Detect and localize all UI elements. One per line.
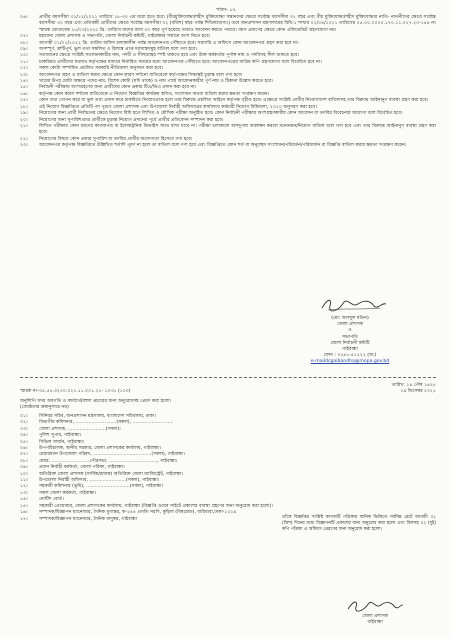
clause-item-text: আবেদনপত্র গ্রহণ ও বাতিল করার ক্ষেত্রে কোন কারণ দর্শানো ব্যতিরেকে কর্তৃপক্ষের সিদ্ধান্তই চূড়ান্ত বলে গণ্য হবে।: [39, 72, 243, 78]
memo-line: [20, 383, 436, 396]
recipient-item-text: সহকারী কমিশনার (ভূমি), ..............................(সকল), গাইবান্ধা।: [39, 484, 164, 490]
copy-intro-text: অনুলিপি সদয় অবগতি ও কার্যার্থে/বহুল প্রচারের জন্য অনুরোধসহ প্রেরণ করা হলো।: [20, 399, 172, 404]
recipients-list: [20, 414, 436, 523]
recipient-item-text: সকল জেলা কর্মকর্তা, গাইবান্ধা।: [39, 490, 97, 496]
clause-item-text: প্রার্থীর বয়সসীমা ৩১/১২/২০২১ তারিখে ১৮-৩০ এর মধ্যে হতে হবে। (বীরমুক্তিযোদ্ধা/শহীদ মুক্তিযোদ্ধা সন্তানদের ক্ষেত্রে সর্বোচ্চ বয়সসীমা ৩২ বছর এবং বীর মুক্তিযোদ্ধা/শহীদ মুক্তিযোদ্ধার নাতি- নাতনীদের ক্ষেত্রে সর্বোচ্চ বয়সসীমা ৩০ বছর এবং প্রতিবন্ধী প্রার্থীদের ক্ষেত্রে সর্বোচ্চ বয়সসীমা ৩২ (বত্রিশ) বছর পর্যন্ত শিথিলযোগ্য।) তবে জনপ্রশাসন মন্ত্রণালয়ের বিধি-১ শাখার ০২/০৪/২০২১ তারিখের ০৫.০০.০০০০.১৭০.১১.০২৭.২০-১৪৪ নং স্মারক মোতাবেক ২৫/০৩/২০২০ খ্রি. তারিখে যাদের বয়স ৩০ বছর পূর্ণ হয়েছে তারাও আবেদন করতে পারবে। বয়স প্রমাণের ক্ষেত্রে কোন এফিডেভিট গ্রহণযোগ্য নয়।: [39, 15, 436, 33]
bottom-signature-icon: [345, 598, 405, 614]
copy-intro: [20, 399, 436, 412]
signature-icon: [318, 296, 388, 314]
recipient-item-number: ১৭।: [20, 516, 28, 522]
clause-item-text: আবেদনপত্র কর্তৃপক্ষ বিজ্ঞপ্তিতে উল্লিখিত শর্তাদি পূরণ না হলে তা বাতিল বলে গণ্য হবে এবং বিজ্ঞপ্তিতে কোন শর্ত বা অনুচ্ছেদ সংশোধন/পরিবর্তন/পরিমার্জন বা বিজ্ঞপ্তি বাতিল করার ক্ষমতা সংরক্ষণ করেন।: [39, 143, 407, 149]
signer-location: গাইবান্ধা: [342, 347, 358, 353]
recipient-item-number: ১৫।: [20, 503, 28, 509]
recipient-item-text: প্রধান নির্বাহী কর্মকর্তা, জেলা পরিষদ, গাইবান্ধা।: [39, 465, 125, 471]
recipient-item-number: ০৮।: [20, 458, 28, 464]
clause-item-text: সকল কোটা সম্পর্কিত প্রচলিত সরকারি নীতিমালা অনুসরণ করা হবে।: [39, 66, 164, 72]
signer-title-1: জেলা প্রশাসক: [337, 322, 363, 328]
recipient-item-number: ০৫।: [20, 439, 28, 445]
signer-email-link[interactable]: e-maildcgaibandha@mopa.gov.bd: [310, 359, 390, 365]
recipient-item-number: ১৬।: [20, 510, 28, 516]
clause-item-number: ১৫।: [20, 85, 28, 91]
memo-date: [392, 383, 436, 396]
recipient-item-text: সহকারী প্রোগ্রামার, জেলা প্রশাসকের কার্যালয়, গাইবান্ধা (বিজ্ঞপ্তি ওয়েব সাইটে প্রকাশের ব্যবস্থা গ্রহণের জন্য অনুরোধ করা হলো)।: [39, 503, 273, 509]
bottom-signer-title: জেলা প্রশাসক: [362, 614, 388, 619]
recipient-item-text: সিনিয়র সচিব, জনপ্রশাসন মন্ত্রণালয়, বাংলাদেশ সচিবালয়, ঢাকা।: [39, 414, 156, 419]
recipient-item-number: ০২।: [20, 420, 28, 426]
recipient-item-number: ১৩।: [20, 490, 28, 496]
clause-item-number: ১৩।: [20, 72, 28, 78]
clause-item-text: এই নিয়োগ বিজ্ঞপ্তিতে প্রতিটি পদ পূরণে জেলা প্রশাসক এবং উপজেলা নির্বাহী অফিসারের কার্যালয়ে কর্মচারী নিয়োগ বিধিমালা, ২০২০ অনুসরণ করা হবে।: [39, 104, 317, 110]
clause-item-number: ০৭।: [20, 34, 28, 40]
clause-item-number: ১০।: [20, 53, 28, 59]
clause-item-number: ২১।: [20, 123, 28, 129]
signer-name: (মো: আবদুল মতিন): [331, 316, 369, 321]
recipient-item-text: সম্পাদক/বিজ্ঞাপন ম্যানেজার, দৈনিক মাদুকর, গাইবান্ধা: [39, 516, 138, 522]
clause-item-text: কর্তৃপক্ষ কোন কারণ দর্শানো ব্যতিরেকে এ নিয়োগ বিজ্ঞপ্তির কার্যক্রম স্থগিত, সংশোধন অথবা বাতিল করার ক্ষমতা সংরক্ষণ করেন।: [39, 91, 270, 97]
clause-item-text: কোন তথ্য গোপন করে বা ভুল তথ্য প্রদান করে চাকরিতে নিয়োগপ্রাপ্ত হলে তার বিরুদ্ধে প্রচলিত আইনে কর্তৃপক্ষ গৃহীত হবে। এক্ষেত্রে সংশ্লিষ্ট প্রার্থীর নিয়োগাদেশ বাতিলসহ তার বিরুদ্ধে আইনানুগ ব্যবস্থা গ্রহণ করা হবে।: [39, 98, 429, 104]
recipient-item-number: ১২।: [20, 484, 28, 490]
recipient-item-text: নোটিশ বোর্ড।: [39, 497, 64, 503]
clause-item-text: চাকরিরত প্রার্থীদের যথাযথ কর্তৃপক্ষের মাধ্যমে নির্ধারিত সময়ের মধ্যে আবেদনপত্র পৌঁছাতে হবে। আবেদনপত্রের অগ্রিম কপি গ্রহণযোগ্য বলে বিবেচিত হবে না।: [39, 59, 322, 65]
clause-item-number: ২২।: [20, 136, 28, 142]
clause-item: [20, 15, 436, 34]
recipient-item-number: ০৩।: [20, 426, 28, 432]
recipient-item-text: বিভাগীয় কমিশনার, ............................(সকল), ............................: [39, 420, 174, 426]
recipient-item-text: উপজেলা নির্বাহী অফিসার, .........................(সকল), গাইবান্ধা।: [39, 478, 160, 484]
clause-item: [20, 124, 436, 137]
clauses-list: [20, 15, 436, 150]
recipient-item-number: ০৯।: [20, 465, 28, 471]
recipient-item-text: চেয়ারম্যান উপজেলা পরিষদ, ........................................(সকল), গাইবান্ধা।: [39, 452, 185, 458]
clause-item-text: খামের উপর মোটা অক্ষরে পদের নাম, বিশেষ কোটা (যদি থাকে) ও নাম পার্শ্বে আবেদনকারীর পূর্ণ নাম ও ঠিকানা উল্লেখ করতে হবে।: [39, 79, 274, 85]
signer-title-2: সভাপতি: [342, 334, 358, 340]
bottom-signature-block: [325, 614, 425, 626]
memo-date-bn: ১৪ পৌষ ১৪২৮: [406, 383, 436, 388]
clause-item-number: ২০।: [20, 117, 28, 123]
clause-item-number: ১৯।: [20, 111, 28, 117]
recipient-item-number: ১৪।: [20, 497, 28, 503]
recipient-item-number: ০৭।: [20, 452, 28, 458]
clause-item-number: ১১।: [20, 59, 28, 65]
recipient-item-number: ১১।: [20, 478, 28, 484]
copy-intro-note: (জ্যেষ্ঠতার ক্রমানুসারে নয়): [20, 405, 69, 411]
clause-item-text: নিয়োগের জন্য সুপারিশপ্রাপ্ত প্রার্থীকে চূড়ান্ত নিয়োগ প্রদানের পূর্বে প্রার্থীর প্রতিবেদন সম্পাদন করা হবে।: [39, 117, 224, 123]
clause-item-text: নিয়োগের বিষয়ে কোন প্রকার সুপারিশ বা তদবির প্রার্থীর অযোগ্যতা হিসেবে গণ্য হবে।: [39, 136, 193, 142]
clause-item-number: ১৮।: [20, 104, 28, 110]
recipient-item-number: ০৬।: [20, 446, 28, 452]
recipient-item-number: ০৪।: [20, 433, 28, 439]
clause-item-number: ০৬।: [20, 15, 28, 20]
clause-item-text: আগামী ০১/০১/২০২২ খ্রি. তারিখ অফিস চলাকালীন পর্যন্ত আবেদনপত্র পৌঁছাতে হবে। সরাসরি এ অফিসে কোন আবেদনপত্র গ্রহণ করা হবে না।: [39, 40, 299, 46]
clause-item-number: ১৬।: [20, 91, 28, 97]
clause-item-text: মহামান্য জেলা প্রশাসক ও সভাপতি, জেলা নির্বাচনী কমিটি, গাইবান্ধার সম্মানে অংশ নিতে হবে।: [39, 34, 211, 40]
clause-item-number: ০৮।: [20, 40, 28, 46]
memo-date-prefix: তারিখ:: [391, 383, 405, 388]
clause-item-number: ১৭।: [20, 98, 28, 104]
recipient-item-number: ০১।: [20, 414, 28, 419]
clause-item: [20, 143, 436, 149]
clause-item-text: অসম্পূর্ণ, ত্রুটিপূর্ণ, ভুল তথ্য সম্বলিত ও বিলম্বে প্রাপ্ত দরখাস্তসমূহ বাতিল বলে গণ্য হবে।: [39, 47, 197, 53]
recipient-item-number: ১০।: [20, 471, 28, 477]
clause-item-number: ১৪।: [20, 79, 28, 85]
recipient-item-text: অতিরিক্ত জেলা প্রশাসক (সার্বিক/রাজস্ব) অতিরিক্ত জেলা ম্যাজিস্ট্রেট, গাইবান্ধা।: [39, 471, 184, 477]
clause-item-number: ২৩।: [20, 143, 28, 149]
recipient-item-text: উপপরিচালক, স্থানীয় সরকার, জেলা প্রশাসকের কার্যালয়, গাইবান্ধা।: [39, 446, 161, 452]
divider: [20, 377, 436, 378]
signature-block: [290, 316, 410, 366]
memo-date-en: ২৯ ডিসেম্বর ২০২১: [400, 389, 436, 395]
clause-item-text: সত্যায়নের ক্ষেত্রে সংশ্লিষ্ট সত্যায়নকারীর নাম, পদবী ও সীলমোহর স্পষ্ট থাকতে হবে এবং উক্ত কর্মকর্তার পূর্ণাঙ্গ নাম ও পদবিসহ সীল থাকতে হবে।: [39, 53, 300, 59]
clause-item-number: ১২।: [20, 66, 28, 72]
publication-note: তাঁকে বিজ্ঞপ্তির সংশ্লিষ্ট কাগজটি পত্রিকায় স্থানিক ভিত্তিতে সর্বনিম্ন রেটে আগামী ৩১ (ত্রিশ) দিনের মধ্যে বিজ্ঞাপনটি প্রকাশের জন্য অনুরোধ করা হলো এবং বিলসহ ০২ (দুই) কপি পত্রিকা এ অফিসে প্রেরণের জন্য অনুরোধ করা হলো।: [282, 515, 436, 532]
recipient-item-text: সম্পাদক/বিজ্ঞাপন ম্যানেজার, দৈনিক যুগান্তর, ক-২৪৪ প্রগতি সরণি, কুড়িল (বিশ্বরোড), বারিধারা,ঢাকা-১২২৯: [39, 510, 237, 516]
signer-connector: ও: [348, 328, 352, 334]
recipient-item-text: মেয়র, ..........................পৌরসভা, ................................., গাইবান্ধা।: [39, 458, 178, 464]
clause-item-text: নির্বাচনী পরীক্ষায় অংশগ্রহণের জন্য প্রার্থীদের কোন প্রকার টিএ/ডিএ প্রদান করা হবে না।: [39, 85, 197, 91]
recipient-item-text: সিভিল সার্জন, গাইবান্ধা।: [39, 439, 85, 445]
recipient-item-text: পুলিশ সুপার, গাইবান্ধা।: [39, 433, 82, 439]
recipient-item-text: জেলা প্রশাসক, ..........................(সকল)।: [39, 426, 121, 432]
signer-title-3: জেলা নির্বাচনী কমিটি: [330, 340, 370, 346]
clause-item-number: ০৯।: [20, 47, 28, 53]
memo-reference: স্মারক নং-০৫.৫৫.৩২০০.০২১.১১.০০১.২১- ১০৩১ (১০০): [20, 389, 131, 395]
clause-item-text: লিখিত পরীক্ষায় কোন ধরণের কাগজপত্র বা ইলেকট্রনিক ডিভাইস সাথে রাখা যাবে না। পরীক্ষা চলাকালে অসদুপায় অবলম্বন করলে মনোনয়ন/নিয়োগ বাতিল বলে গণ্য হবে এবং তার বিরুদ্ধে আইনানুগ ব্যবস্থা গ্রহণ করা হবে।: [39, 123, 436, 136]
page-label: পাতা- ০২: [216, 7, 236, 13]
clause-item-text: নিয়োগের জন্য প্রার্থী নির্বাচনের ক্ষেত্রে নিয়োগ বিধি হতে লিখিত ও মৌখিক পরীক্ষা অনুষ্ঠিত হবে। কোন নির্বাচনী পরীক্ষায় অংশগ্রহণকারীর কোন আবেদন বা তদবির বিবেচনার অযোগ্য বলে বিবেচিত হবে।: [39, 111, 403, 117]
signer-phone: ফোন : ০৫৪১-৫১২২২ (অ:): [323, 353, 377, 359]
bottom-signer-location: গাইবান্ধা: [367, 620, 383, 626]
